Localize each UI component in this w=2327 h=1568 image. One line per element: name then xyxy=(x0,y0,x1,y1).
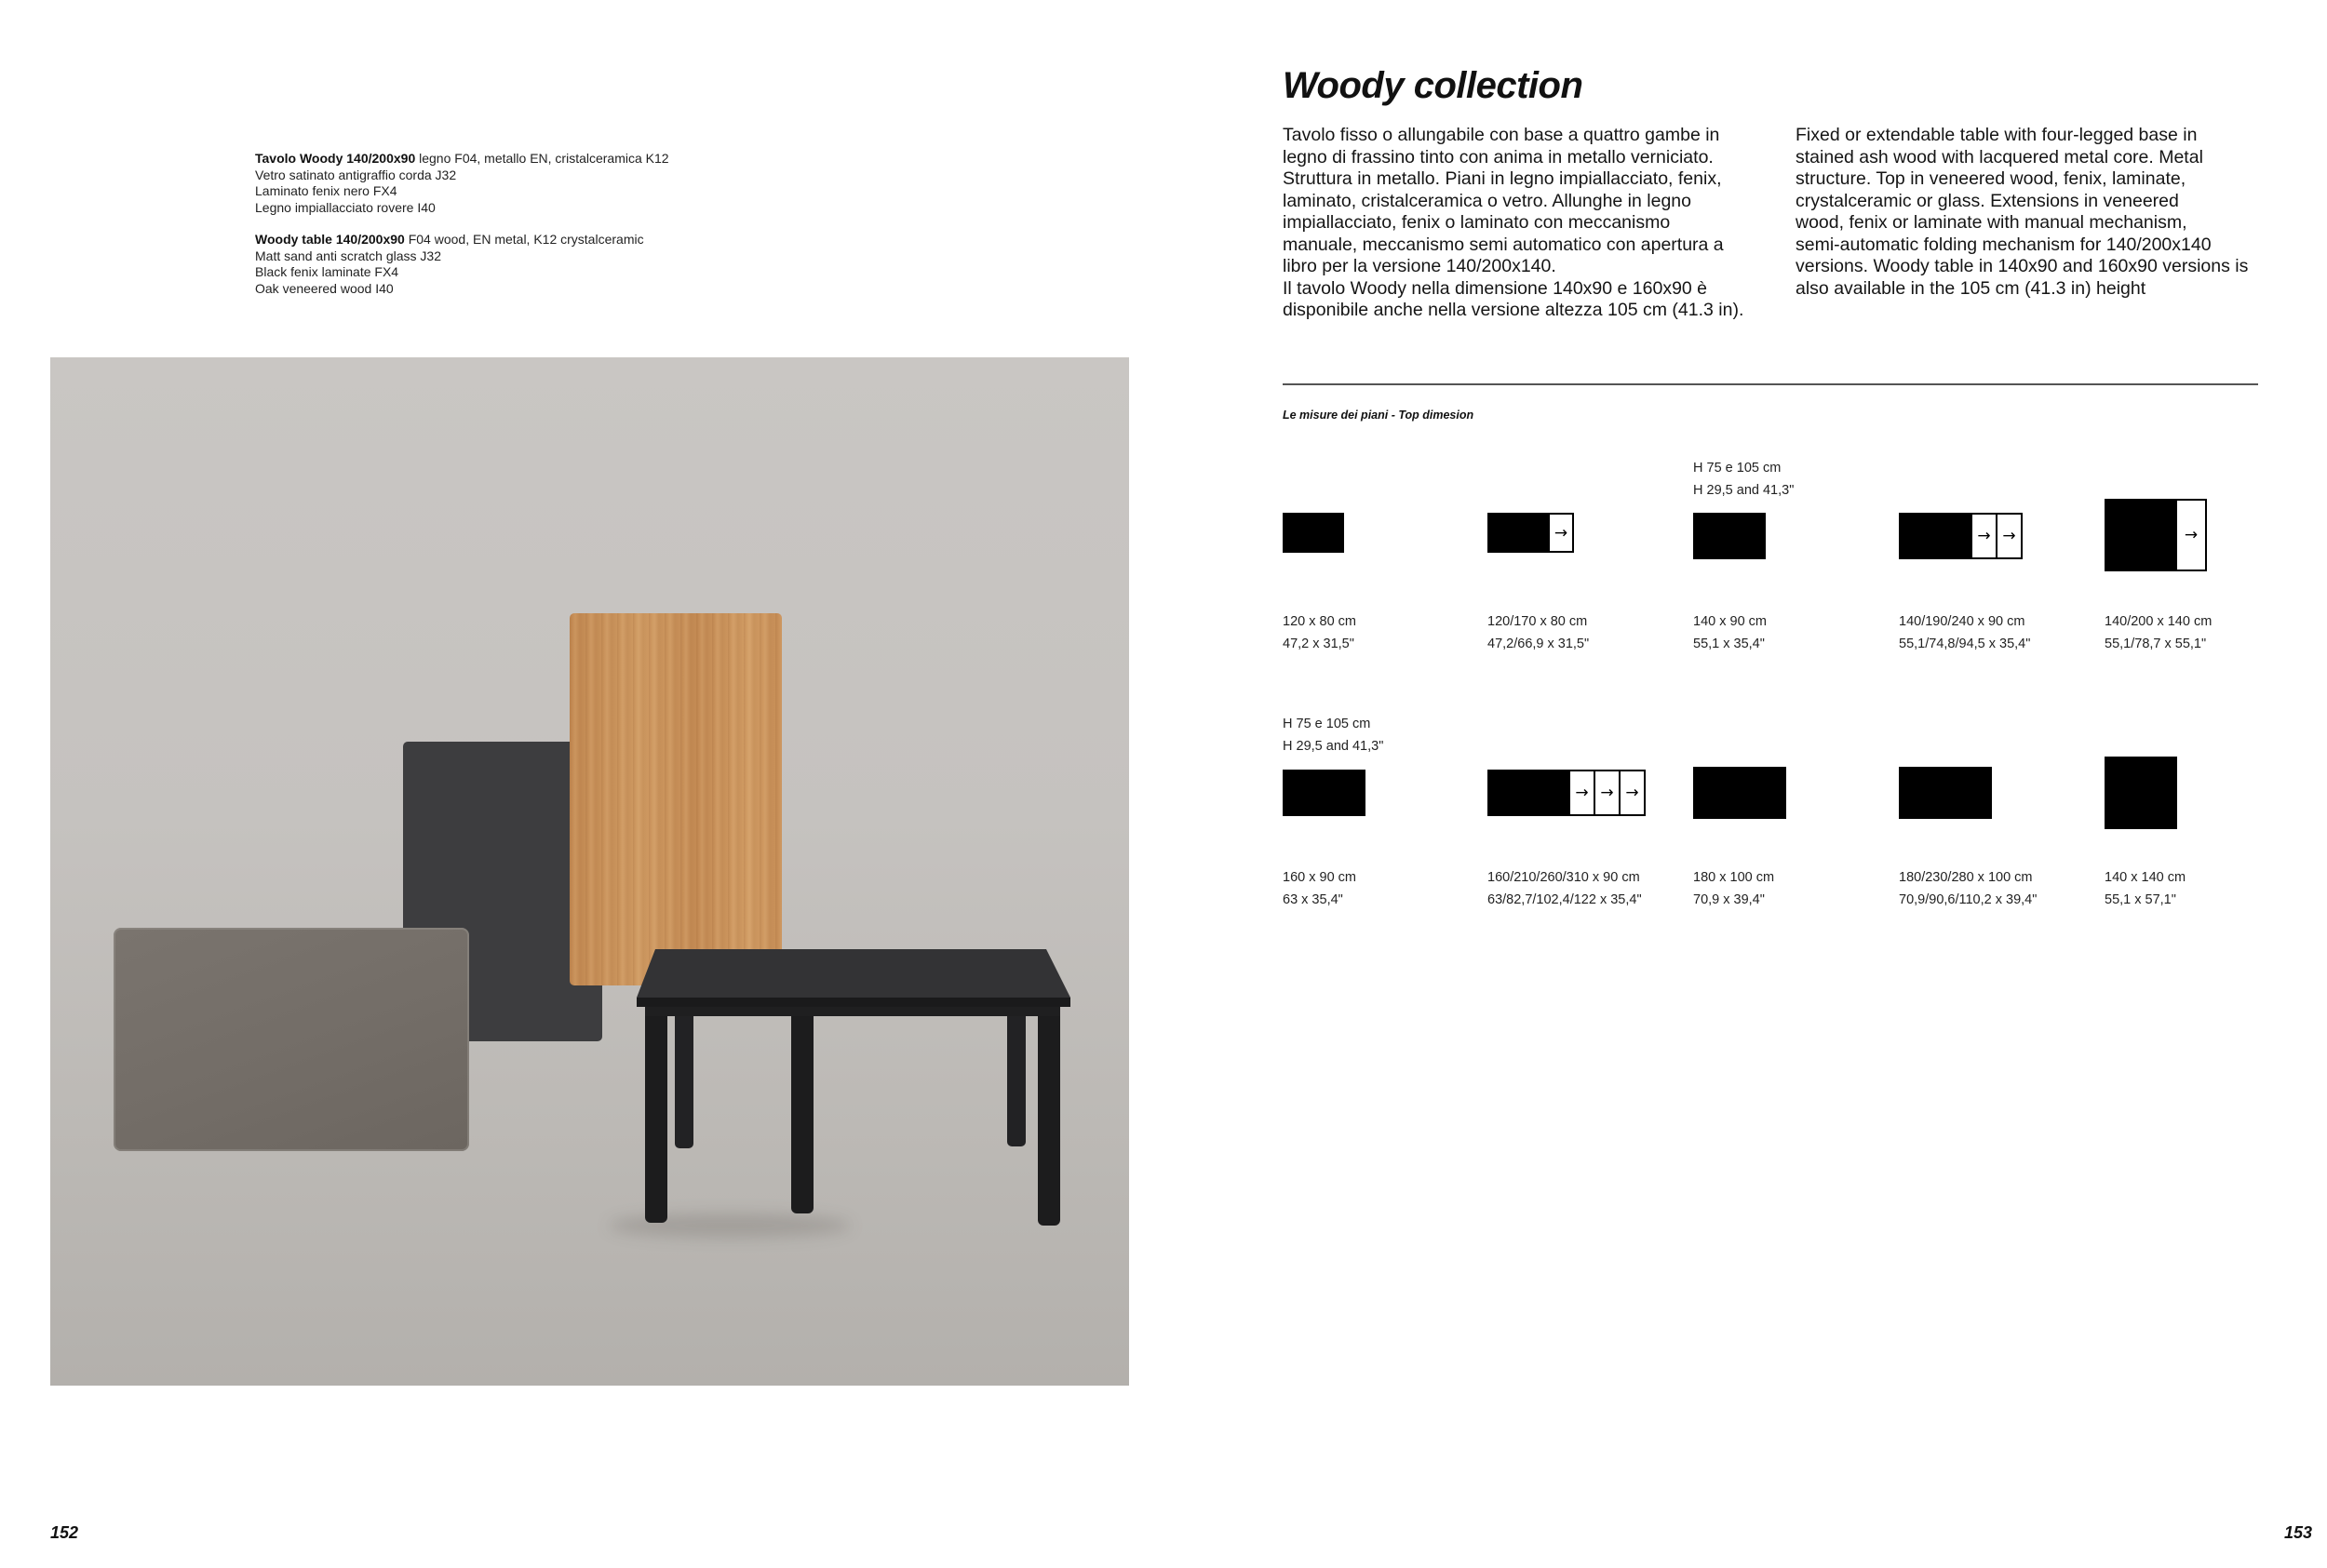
extension-leaf xyxy=(1619,770,1646,816)
description-line: Tavolo fisso o allungabile con base a quattro gambe in xyxy=(1283,125,1720,145)
height-cm: H 75 e 105 cm xyxy=(1283,717,1371,731)
size-inch: 55,1 x 57,1" xyxy=(2105,892,2176,907)
sand-glass-panel xyxy=(114,928,469,1151)
extension-leaf xyxy=(1548,513,1574,553)
size-inch: 55,1 x 35,4" xyxy=(1693,637,1765,651)
description-line: crystalceramic or glass. Extensions in veneered xyxy=(1796,190,2179,211)
tabletop-shape xyxy=(1693,513,1766,559)
extension-leaf xyxy=(2175,499,2207,571)
tabletop-shape xyxy=(2105,757,2177,829)
height-note xyxy=(1283,713,1383,757)
size-inch: 47,2/66,9 x 31,5" xyxy=(1487,637,1590,651)
product-photo xyxy=(50,357,1129,1386)
size-cm: 120 x 80 cm xyxy=(1283,614,1356,629)
caption-line: Oak veneered wood I40 xyxy=(255,280,394,296)
divider xyxy=(1283,383,2258,385)
description-line: legno di frassino tinto con anima in metallo verniciato. xyxy=(1283,146,1714,168)
height-inch: H 29,5 and 41,3" xyxy=(1693,483,1795,498)
caption-line: Legno impiallacciato rovere I40 xyxy=(255,199,436,215)
size-inch: 47,2 x 31,5" xyxy=(1283,637,1354,651)
caption-title: Woody table 140/200x90 xyxy=(255,232,405,247)
size-label xyxy=(1487,866,1642,911)
size-cm: 140 x 140 cm xyxy=(2105,870,2186,885)
arrow-right-icon: → xyxy=(2002,527,2016,545)
size-label xyxy=(1693,866,1774,911)
description-italian xyxy=(1283,125,1776,322)
table-leg xyxy=(791,1007,814,1213)
tabletop-shape xyxy=(1487,770,1570,816)
size-inch: 55,1/74,8/94,5 x 35,4" xyxy=(1899,637,2031,651)
description-line: stained ash wood with lacquered metal core. Metal xyxy=(1796,146,2203,168)
tabletop-shape xyxy=(1899,767,1992,819)
caption-line: Matt sand anti scratch glass J32 xyxy=(255,248,441,263)
size-inch: 63/82,7/102,4/122 x 35,4" xyxy=(1487,892,1642,907)
size-label xyxy=(1693,610,1767,655)
tabletop-shape xyxy=(1283,770,1365,816)
size-cm: 160 x 90 cm xyxy=(1283,870,1356,885)
size-cm: 120/170 x 80 cm xyxy=(1487,614,1588,629)
description-line: semi-automatic folding mechanism for 140/200x140 xyxy=(1796,234,2212,255)
size-label xyxy=(1283,866,1356,911)
size-label xyxy=(2105,610,2212,655)
description-line: disponibile anche nella versione altezza 105 cm (41.3 in). xyxy=(1283,300,1744,320)
description-line: Fixed or extendable table with four-legged base in xyxy=(1796,125,2198,145)
page-number-right: 153 xyxy=(2284,1523,2313,1542)
description-line: versions. Woody table in 140x90 and 160x90 versions is xyxy=(1796,256,2249,276)
size-cm: 140/200 x 140 cm xyxy=(2105,614,2213,629)
caption-line: Vetro satinato antigraffio corda J32 xyxy=(255,167,457,182)
description-line: Il tavolo Woody nella dimensione 140x90 e 160x90 è xyxy=(1283,277,1708,299)
size-cm: 180/230/280 x 100 cm xyxy=(1899,870,2033,885)
size-inch: 63 x 35,4" xyxy=(1283,892,1343,907)
page-title: Woody collection xyxy=(1283,65,1583,106)
description-line: structure. Top in veneered wood, fenix, laminate, xyxy=(1796,168,2186,189)
size-cm: 160/210/260/310 x 90 cm xyxy=(1487,870,1640,885)
description-line: manuale, meccanismo semi automatico con apertura a xyxy=(1283,234,1724,255)
size-cm: 140/190/240 x 90 cm xyxy=(1899,614,2025,629)
description-line: libro per la versione 140/200x140. xyxy=(1283,256,1556,276)
size-label xyxy=(1899,866,2037,911)
arrow-right-icon: → xyxy=(1554,523,1568,543)
oak-veneer-panel xyxy=(570,613,782,985)
description-line: Struttura in metallo. Piani in legno impiallacciato, fenix, xyxy=(1283,168,1722,189)
size-label xyxy=(1899,610,2030,655)
arrow-right-icon: → xyxy=(2184,526,2199,544)
arrow-right-icon: → xyxy=(1625,784,1639,802)
page-number-left: 152 xyxy=(50,1523,79,1542)
tabletop-shape xyxy=(1283,513,1344,553)
extension-leaf xyxy=(1996,513,2023,559)
extension-leaf xyxy=(1594,770,1621,816)
description-line: wood, fenix or laminate with manual mechanism, xyxy=(1796,212,2187,233)
size-inch: 70,9 x 39,4" xyxy=(1693,892,1765,907)
table-leg xyxy=(1038,1007,1060,1226)
size-label xyxy=(2105,866,2186,911)
extension-leaf xyxy=(1568,770,1595,816)
table-leg xyxy=(675,1007,693,1148)
size-cm: 140 x 90 cm xyxy=(1693,614,1767,629)
caption-italian xyxy=(255,151,814,216)
size-inch: 55,1/78,7 x 55,1" xyxy=(2105,637,2207,651)
caption-materials: F04 wood, EN metal, K12 crystalceramic xyxy=(404,232,644,247)
tabletop-shape xyxy=(2105,499,2177,571)
size-cm: 180 x 100 cm xyxy=(1693,870,1775,885)
height-cm: H 75 e 105 cm xyxy=(1693,461,1782,476)
tabletop-shape xyxy=(1899,513,1972,559)
caption-line: Black fenix laminate FX4 xyxy=(255,264,399,279)
arrow-right-icon: → xyxy=(1977,527,1991,545)
caption-materials: legno F04, metallo EN, cristalceramica K12 xyxy=(415,151,669,166)
size-inch: 70,9/90,6/110,2 x 39,4" xyxy=(1899,892,2038,907)
caption-title: Tavolo Woody 140/200x90 xyxy=(255,151,416,166)
arrow-right-icon: → xyxy=(1575,784,1589,802)
caption-english xyxy=(255,232,814,297)
description-line: laminato, cristalceramica o vetro. Allunghe in legno xyxy=(1283,190,1691,211)
arrow-right-icon: → xyxy=(1600,784,1614,802)
table-leg xyxy=(1007,1007,1026,1146)
section-title: Le misure dei piani - Top dimesion xyxy=(1283,409,1474,422)
caption-line: Laminato fenix nero FX4 xyxy=(255,183,397,198)
table-top xyxy=(637,949,1070,1011)
tabletop-shape xyxy=(1487,513,1550,553)
extension-leaf xyxy=(1971,513,1997,559)
table-leg xyxy=(645,1007,667,1223)
description-line: also available in the 105 cm (41.3 in) height xyxy=(1796,277,2146,299)
tabletop-shape xyxy=(1693,767,1786,819)
height-inch: H 29,5 and 41,3" xyxy=(1283,739,1384,754)
size-label xyxy=(1487,610,1589,655)
description-english xyxy=(1796,125,2298,300)
description-line: impiallacciato, fenix o laminato con meccanismo xyxy=(1283,212,1671,233)
height-note xyxy=(1693,457,1794,502)
size-label xyxy=(1283,610,1356,655)
